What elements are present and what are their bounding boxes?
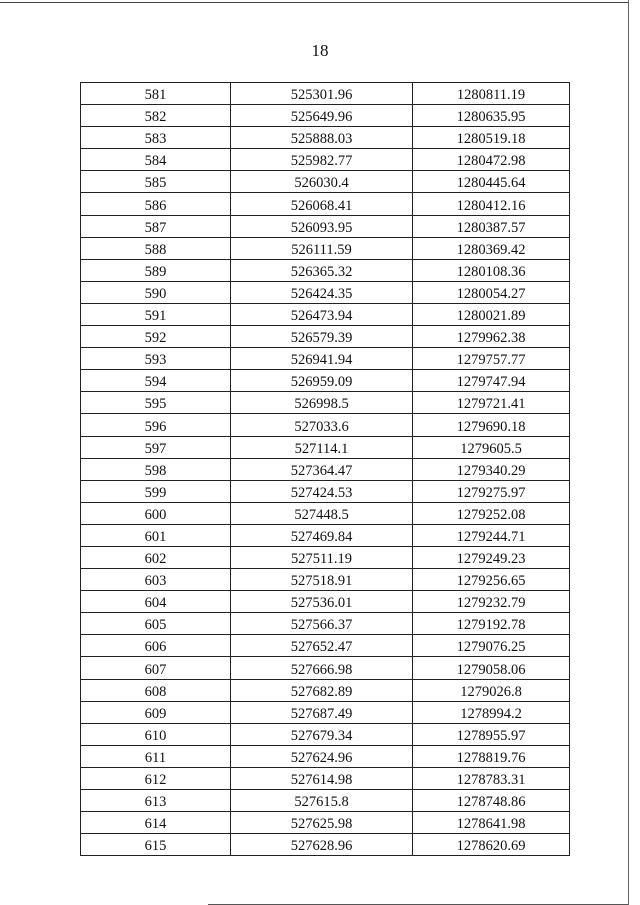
y-coordinate-cell: 1280472.98 (413, 149, 570, 171)
point-number-cell: 581 (81, 83, 231, 105)
x-coordinate-cell: 526941.94 (231, 348, 413, 370)
point-number-cell: 598 (81, 458, 231, 480)
x-coordinate-cell: 527448.5 (231, 502, 413, 524)
coordinates-table-body (81, 83, 570, 856)
table-row (81, 767, 570, 789)
y-coordinate-cell: 1280054.27 (413, 281, 570, 303)
x-coordinate-cell: 527033.6 (231, 414, 413, 436)
table-row (81, 259, 570, 281)
x-coordinate-cell: 525888.03 (231, 127, 413, 149)
x-coordinate-cell: 527624.96 (231, 745, 413, 767)
point-number-cell: 609 (81, 701, 231, 723)
point-number-cell: 585 (81, 171, 231, 193)
scan-border-right (628, 0, 629, 905)
table-row (81, 524, 570, 546)
y-coordinate-cell: 1280811.19 (413, 83, 570, 105)
x-coordinate-cell: 526473.94 (231, 303, 413, 325)
x-coordinate-cell: 526111.59 (231, 237, 413, 259)
table-row (81, 591, 570, 613)
x-coordinate-cell: 527687.49 (231, 701, 413, 723)
y-coordinate-cell: 1279058.06 (413, 657, 570, 679)
table-row (81, 303, 570, 325)
y-coordinate-cell: 1278819.76 (413, 745, 570, 767)
table-row (81, 790, 570, 812)
table-row (81, 171, 570, 193)
y-coordinate-cell: 1279747.94 (413, 370, 570, 392)
table-row (81, 569, 570, 591)
x-coordinate-cell: 527364.47 (231, 458, 413, 480)
point-number-cell: 602 (81, 546, 231, 568)
y-coordinate-cell: 1279249.23 (413, 546, 570, 568)
table-row (81, 215, 570, 237)
table-row (81, 701, 570, 723)
y-coordinate-cell: 1279256.65 (413, 569, 570, 591)
x-coordinate-cell: 527536.01 (231, 591, 413, 613)
point-number-cell: 605 (81, 613, 231, 635)
point-number-cell: 587 (81, 215, 231, 237)
y-coordinate-cell: 1279244.71 (413, 524, 570, 546)
y-coordinate-cell: 1279605.5 (413, 436, 570, 458)
point-number-cell: 586 (81, 193, 231, 215)
x-coordinate-cell: 527615.8 (231, 790, 413, 812)
x-coordinate-cell: 527566.37 (231, 613, 413, 635)
y-coordinate-cell: 1278748.86 (413, 790, 570, 812)
point-number-cell: 615 (81, 834, 231, 856)
coordinates-table (80, 82, 570, 856)
y-coordinate-cell: 1279026.8 (413, 679, 570, 701)
x-coordinate-cell: 527469.84 (231, 524, 413, 546)
point-number-cell: 584 (81, 149, 231, 171)
table-row (81, 326, 570, 348)
point-number-cell: 583 (81, 127, 231, 149)
table-row (81, 635, 570, 657)
table-row (81, 436, 570, 458)
y-coordinate-cell: 1280519.18 (413, 127, 570, 149)
point-number-cell: 603 (81, 569, 231, 591)
table-row (81, 414, 570, 436)
x-coordinate-cell: 527518.91 (231, 569, 413, 591)
point-number-cell: 607 (81, 657, 231, 679)
y-coordinate-cell: 1279340.29 (413, 458, 570, 480)
table-row (81, 502, 570, 524)
table-row (81, 105, 570, 127)
x-coordinate-cell: 526093.95 (231, 215, 413, 237)
x-coordinate-cell: 527511.19 (231, 546, 413, 568)
x-coordinate-cell: 527114.1 (231, 436, 413, 458)
table-row (81, 392, 570, 414)
point-number-cell: 600 (81, 502, 231, 524)
x-coordinate-cell: 527682.89 (231, 679, 413, 701)
point-number-cell: 606 (81, 635, 231, 657)
point-number-cell: 601 (81, 524, 231, 546)
table-row (81, 812, 570, 834)
x-coordinate-cell: 527666.98 (231, 657, 413, 679)
x-coordinate-cell: 525649.96 (231, 105, 413, 127)
point-number-cell: 611 (81, 745, 231, 767)
y-coordinate-cell: 1279192.78 (413, 613, 570, 635)
x-coordinate-cell: 527614.98 (231, 767, 413, 789)
x-coordinate-cell: 527679.34 (231, 723, 413, 745)
table-row (81, 679, 570, 701)
y-coordinate-cell: 1280445.64 (413, 171, 570, 193)
x-coordinate-cell: 527625.98 (231, 812, 413, 834)
y-coordinate-cell: 1279076.25 (413, 635, 570, 657)
point-number-cell: 588 (81, 237, 231, 259)
table-row (81, 723, 570, 745)
point-number-cell: 612 (81, 767, 231, 789)
table-row (81, 281, 570, 303)
page-number: 18 (311, 41, 329, 60)
table-row (81, 458, 570, 480)
table-row (81, 480, 570, 502)
y-coordinate-cell: 1279721.41 (413, 392, 570, 414)
x-coordinate-cell: 526030.4 (231, 171, 413, 193)
x-coordinate-cell: 526579.39 (231, 326, 413, 348)
x-coordinate-cell: 526365.32 (231, 259, 413, 281)
point-number-cell: 614 (81, 812, 231, 834)
x-coordinate-cell: 526424.35 (231, 281, 413, 303)
y-coordinate-cell: 1279232.79 (413, 591, 570, 613)
scan-border-top (0, 2, 628, 3)
x-coordinate-cell: 526068.41 (231, 193, 413, 215)
y-coordinate-cell: 1278641.98 (413, 812, 570, 834)
x-coordinate-cell: 527628.96 (231, 834, 413, 856)
y-coordinate-cell: 1279690.18 (413, 414, 570, 436)
y-coordinate-cell: 1280021.89 (413, 303, 570, 325)
point-number-cell: 596 (81, 414, 231, 436)
table-row (81, 657, 570, 679)
y-coordinate-cell: 1279962.38 (413, 326, 570, 348)
x-coordinate-cell: 525982.77 (231, 149, 413, 171)
y-coordinate-cell: 1280369.42 (413, 237, 570, 259)
point-number-cell: 591 (81, 303, 231, 325)
y-coordinate-cell: 1279757.77 (413, 348, 570, 370)
y-coordinate-cell: 1278783.31 (413, 767, 570, 789)
point-number-cell: 590 (81, 281, 231, 303)
point-number-cell: 604 (81, 591, 231, 613)
point-number-cell: 594 (81, 370, 231, 392)
x-coordinate-cell: 527424.53 (231, 480, 413, 502)
table-row (81, 745, 570, 767)
table-row (81, 149, 570, 171)
point-number-cell: 592 (81, 326, 231, 348)
point-number-cell: 599 (81, 480, 231, 502)
y-coordinate-cell: 1278620.69 (413, 834, 570, 856)
table-row (81, 370, 570, 392)
x-coordinate-cell: 526998.5 (231, 392, 413, 414)
table-row (81, 237, 570, 259)
point-number-cell: 613 (81, 790, 231, 812)
table-row (81, 546, 570, 568)
point-number-cell: 597 (81, 436, 231, 458)
point-number-cell: 589 (81, 259, 231, 281)
y-coordinate-cell: 1278955.97 (413, 723, 570, 745)
point-number-cell: 595 (81, 392, 231, 414)
y-coordinate-cell: 1280635.95 (413, 105, 570, 127)
table-row (81, 83, 570, 105)
table-row (81, 127, 570, 149)
point-number-cell: 608 (81, 679, 231, 701)
table-row (81, 613, 570, 635)
table-row (81, 834, 570, 856)
x-coordinate-cell: 525301.96 (231, 83, 413, 105)
y-coordinate-cell: 1279252.08 (413, 502, 570, 524)
point-number-cell: 582 (81, 105, 231, 127)
y-coordinate-cell: 1279275.97 (413, 480, 570, 502)
x-coordinate-cell: 526959.09 (231, 370, 413, 392)
y-coordinate-cell: 1278994.2 (413, 701, 570, 723)
y-coordinate-cell: 1280387.57 (413, 215, 570, 237)
point-number-cell: 593 (81, 348, 231, 370)
point-number-cell: 610 (81, 723, 231, 745)
table-row (81, 193, 570, 215)
y-coordinate-cell: 1280412.16 (413, 193, 570, 215)
x-coordinate-cell: 527652.47 (231, 635, 413, 657)
y-coordinate-cell: 1280108.36 (413, 259, 570, 281)
table-row (81, 348, 570, 370)
